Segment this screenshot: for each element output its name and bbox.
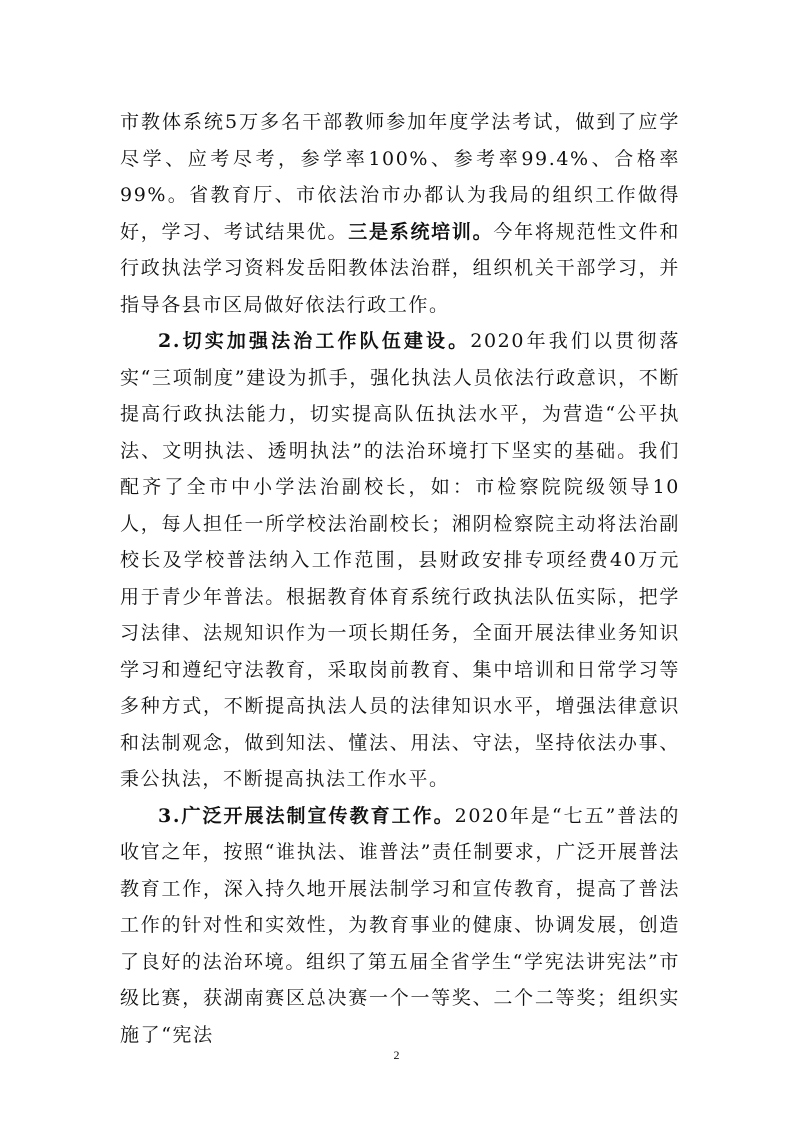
- paragraph-1: [120, 104, 680, 323]
- paragraph-2-text: 2020年我们以贯彻落实“三项制度”建设为抓手，强化执法人员依法行政意识，不断提高行政执法能力，切实提高队伍执法水平，为营造“公平执法、文明执法、透明执法”的法治环境打下坚实的基础。我们配齐了全市中小学法治副校长，如：市检察院院级领导10人，每人担任一所学校法治副校长；湘阴检察院主动将法治副校长及学校普法纳入工作范围，县财政安排专项经费40万元用于青少年普法。根据教育体育系统行政执法队伍实际，把学习法律、法规知识作为一项长期任务，全面开展法律业务知识学习和遵纪守法教育，采取岗前教育、集中培训和日常学习等多种方式，不断提高执法人员的法律知识水平，增强法律意识和法制观念，做到知法、懂法、用法、守法，坚持依法办事、秉公执法，不断提高执法工作水平。: [120, 330, 680, 790]
- paragraph-1-heading-system-training: 三是系统培训。: [348, 220, 494, 243]
- document-page: [120, 104, 680, 1053]
- paragraph-1-text-continued: 今年将规范性文件和行政执法学习资料发岳阳教体法治群，组织机关干部学习，并指导各县市区局做好依法行政工作。: [120, 220, 680, 316]
- paragraph-3: [120, 798, 680, 1054]
- paragraph-2: [120, 323, 680, 798]
- paragraph-3-text: 2020年是“七五”普法的收官之年，按照“谁执法、谁普法”责任制要求，广泛开展普法教育工作，深入持久地开展法制学习和宣传教育，提高了普法工作的针对性和实效性，为教育事业的健康、协调发展，创造了良好的法治环境。组织了第五届全省学生“学宪法讲宪法”市级比赛，获湖南赛区总决赛一个一等奖、二个二等奖；组织实施了“宪法: [120, 804, 680, 1046]
- paragraph-1-text: 市教体系统5万多名干部教师参加年度学法考试，做到了应学尽学、应考尽考，参学率100%、参考率99.4%、合格率99%。省教育厅、市依法治市办都认为我局的组织工作做得好，学习、考试结果优。: [120, 111, 680, 243]
- section-heading-2: 2.切实加强法治工作队伍建设。: [158, 330, 471, 352]
- section-heading-3: 3.广泛开展法制宣传教育工作。: [158, 804, 455, 827]
- page-number: 2: [393, 1048, 400, 1062]
